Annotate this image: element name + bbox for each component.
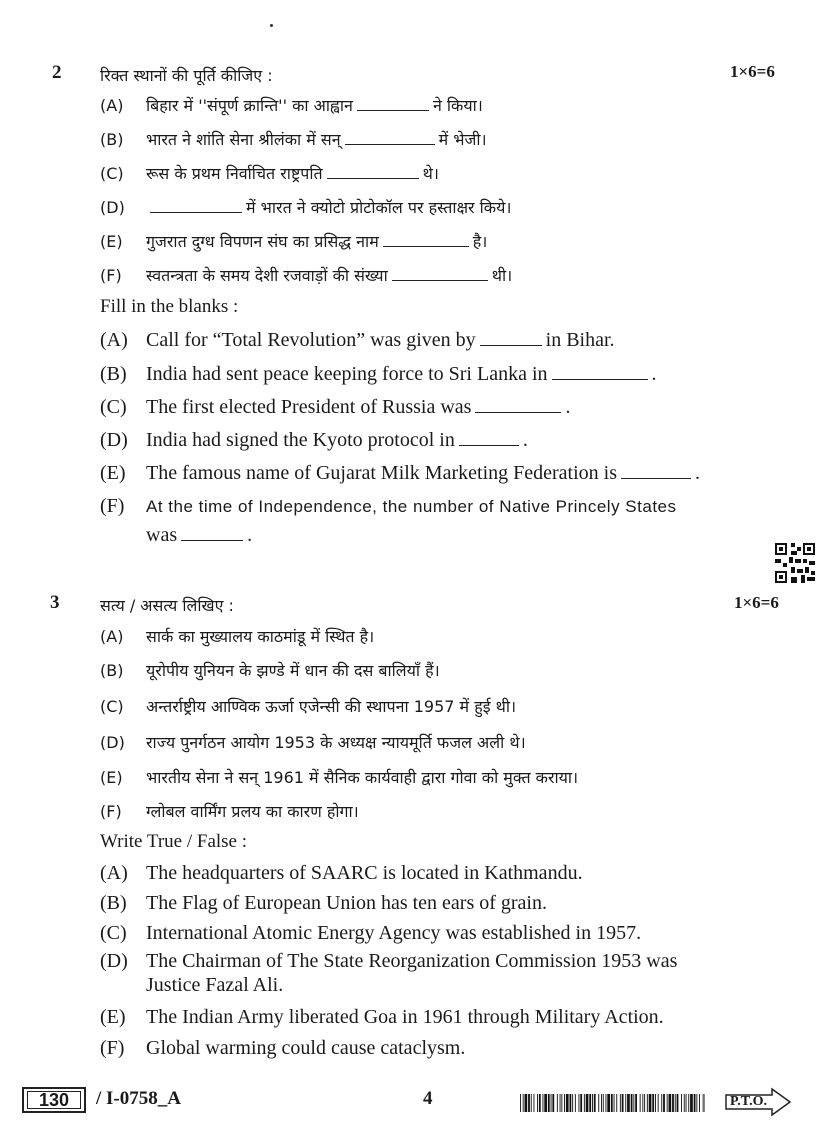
pto-badge <box>724 1087 792 1117</box>
q3-english-item-d <box>100 949 677 973</box>
q2-english-item-c <box>100 395 570 419</box>
item-label: (C) <box>100 922 127 944</box>
item-label: (C) <box>100 396 127 418</box>
question-2-hindi-heading: रिक्त स्थानों की पूर्ति कीजिए : <box>100 66 273 85</box>
item-text: The Chairman of The State Reorganization Commission 1953 was <box>146 950 678 972</box>
barcode-bar <box>669 1094 672 1112</box>
item-label: (A) <box>100 862 128 884</box>
item-text: रूस के प्रथम निर्वाचित राष्ट्रपति <box>146 164 323 183</box>
page-number: 4 <box>423 1088 433 1109</box>
item-text: थे। <box>422 164 439 183</box>
item-text: Justice Fazal Ali. <box>146 974 284 996</box>
item-label: (E) <box>100 462 126 484</box>
q2-english-item-a <box>100 328 615 352</box>
barcode-bar <box>589 1094 591 1112</box>
item-text: सार्क का मुख्यालय काठमांडू में स्थित है। <box>146 627 375 646</box>
item-text: India had sent peace keeping force to Sri Lanka in <box>146 363 548 385</box>
barcode-bar <box>633 1094 634 1112</box>
q3-english-item-f <box>100 1036 465 1060</box>
q3-english-item-c <box>100 921 641 945</box>
item-text: . <box>565 396 571 418</box>
item-text: ने किया। <box>432 96 483 115</box>
item-label: (E) <box>100 768 123 787</box>
qr-code-icon <box>775 543 815 583</box>
blank-line <box>552 365 648 380</box>
q2-hindi-item-a <box>100 94 483 118</box>
item-text: . <box>247 524 253 546</box>
barcode-bar <box>667 1094 668 1112</box>
item-text: was <box>146 524 178 546</box>
barcode-bar <box>551 1094 552 1112</box>
barcode-bar <box>686 1094 687 1112</box>
q3-hindi-item-f <box>100 800 359 824</box>
item-label: (C) <box>100 164 124 183</box>
blank-line <box>327 164 419 179</box>
item-label: (E) <box>100 232 123 251</box>
item-text: The Flag of European Union has ten ears of grain. <box>146 892 547 914</box>
barcode-bar <box>572 1094 573 1112</box>
q3-hindi-item-c <box>100 695 516 719</box>
barcode-bar <box>580 1094 582 1112</box>
barcode-bar <box>601 1094 602 1112</box>
q2-english-item-b <box>100 362 657 386</box>
barcode-bar <box>594 1094 596 1112</box>
item-label: (B) <box>100 363 127 385</box>
q2-english-item-e <box>100 461 700 485</box>
q2-english-item-f <box>100 494 677 519</box>
item-label: (D) <box>100 950 128 972</box>
barcode-bar <box>688 1094 689 1112</box>
item-text: Global warming could cause cataclysm. <box>146 1037 466 1059</box>
blank-line <box>459 431 519 446</box>
barcode-bar <box>672 1094 674 1112</box>
item-label: (B) <box>100 130 124 149</box>
item-text: अन्तर्राष्ट्रीय आण्विक ऊर्जा एजेन्सी की स्थापना 1957 में हुई थी। <box>146 697 517 716</box>
barcode-bar <box>531 1094 532 1112</box>
item-label: (D) <box>100 733 125 752</box>
question-3-number: 3 <box>50 592 60 613</box>
q3-hindi-item-d <box>100 731 526 755</box>
barcode-bar <box>663 1094 665 1112</box>
question-2-number: 2 <box>52 62 62 83</box>
barcode-bar <box>658 1094 659 1112</box>
barcode-bar <box>655 1094 656 1112</box>
item-text: भारत ने शांति सेना श्रीलंका में सन् <box>146 130 341 149</box>
item-text: में भेजी। <box>438 130 487 149</box>
q3-english-item-a <box>100 861 583 885</box>
barcode-bar <box>523 1094 524 1112</box>
barcode-bar <box>598 1094 599 1112</box>
barcode-bar <box>684 1094 685 1112</box>
item-label: (F) <box>100 495 125 517</box>
barcode-bar <box>620 1094 621 1112</box>
barcode-bar <box>614 1094 615 1112</box>
barcode-bar <box>705 1094 706 1112</box>
item-text: India had signed the Kyoto protocol in <box>146 429 455 451</box>
question-3-marks: 1×6=6 <box>734 593 779 612</box>
blank-line <box>475 398 561 413</box>
blank-line <box>357 96 429 111</box>
barcode-bar <box>696 1094 697 1112</box>
barcode-bar <box>690 1094 693 1112</box>
q3-hindi-item-a <box>100 625 374 649</box>
item-label: (A) <box>100 329 128 351</box>
barcode-bar <box>552 1094 554 1112</box>
item-text: in Bihar. <box>545 329 615 351</box>
question-2-marks: 1×6=6 <box>730 62 775 81</box>
item-text: है। <box>472 232 488 251</box>
item-text: थी। <box>491 266 513 285</box>
item-label: (A) <box>100 96 124 115</box>
item-label: (E) <box>100 1006 126 1028</box>
blank-line <box>181 526 243 541</box>
barcode-bar <box>625 1094 626 1112</box>
item-text: . <box>695 462 700 484</box>
barcode-bar <box>570 1094 572 1112</box>
item-text: Call for “Total Revolution” was given by <box>146 329 476 351</box>
barcode-bar <box>528 1094 530 1112</box>
barcode-bar <box>611 1094 613 1112</box>
barcode-bar <box>681 1094 682 1112</box>
item-text: . <box>651 363 657 385</box>
blank-line <box>621 464 691 479</box>
barcode-bar <box>607 1094 610 1112</box>
barcode-bar <box>561 1094 562 1112</box>
barcode-bar <box>560 1094 561 1112</box>
item-label: (A) <box>100 627 124 646</box>
barcode-bar <box>622 1094 624 1112</box>
barcode-bar <box>661 1094 662 1112</box>
barcode-bar <box>592 1094 593 1112</box>
barcode-bar <box>635 1094 637 1112</box>
barcode-bar <box>564 1094 565 1112</box>
barcode-bar <box>543 1094 544 1112</box>
item-text: गुजरात दुग्ध विपणन संघ का प्रसिद्ध नाम <box>146 232 379 251</box>
q3-hindi-item-b <box>100 659 440 683</box>
q2-hindi-item-f <box>100 264 512 288</box>
blank-line <box>150 198 242 213</box>
item-text: भारतीय सेना ने सन् 1961 में सैनिक कार्यवाही द्वारा गोवा को मुक्त कराया। <box>146 768 579 787</box>
blank-line <box>383 232 469 247</box>
barcode-bar <box>649 1094 652 1112</box>
barcode-bar <box>537 1094 538 1112</box>
item-text: राज्य पुनर्गठन आयोग 1953 के अध्यक्ष न्यायमूर्ति फजल अली थे। <box>146 733 526 752</box>
barcode-bar <box>520 1094 521 1112</box>
item-text: The famous name of Gujarat Milk Marketing Federation is <box>146 462 617 484</box>
barcode-bar <box>699 1094 700 1112</box>
q3-english-item-b <box>100 891 547 915</box>
item-label: (D) <box>100 198 125 217</box>
stray-dot <box>270 24 273 27</box>
q3-english-item-e <box>100 1005 664 1029</box>
paper-number: 130 <box>27 1091 81 1109</box>
blank-line <box>392 266 488 281</box>
item-text: At the time of Independence, the number of Native Princely States <box>146 497 677 516</box>
pto-text: P.T.O. <box>730 1094 767 1109</box>
barcode-bar <box>548 1094 550 1112</box>
barcode-bar <box>606 1094 607 1112</box>
item-text: ग्लोबल वार्मिंग प्रलय का कारण होगा। <box>146 802 359 821</box>
barcode-bar <box>694 1094 696 1112</box>
item-label: (F) <box>100 802 122 821</box>
paper-number-box <box>22 1087 86 1113</box>
q3-english-item-d-continued <box>146 973 283 997</box>
barcode-bar <box>703 1094 704 1112</box>
barcode-bar <box>642 1094 643 1112</box>
item-label: (C) <box>100 697 124 716</box>
item-text: बिहार में ''संपूर्ण क्रान्ति'' का आह्वान <box>146 96 353 115</box>
barcode-bar <box>575 1094 576 1112</box>
item-text: International Atomic Energy Agency was established in 1957. <box>146 922 642 944</box>
paper-code: / I-0758_A <box>96 1088 181 1109</box>
barcode-bar <box>539 1094 541 1112</box>
q3-hindi-item-e <box>100 766 578 790</box>
item-text: The headquarters of SAARC is located in Kathmandu. <box>146 862 583 884</box>
barcode-bar <box>644 1094 645 1112</box>
barcode-bar <box>534 1094 535 1112</box>
q2-english-item-d <box>100 428 528 452</box>
item-text: The Indian Army liberated Goa in 1961 through Military Action. <box>146 1006 664 1028</box>
barcode-bar <box>652 1094 654 1112</box>
q2-hindi-item-d <box>100 196 511 220</box>
barcode-bar <box>603 1094 604 1112</box>
barcode-bar <box>640 1094 641 1112</box>
item-text: यूरोपीय युनियन के झण्डे में धान की दस बालियाँ हैं। <box>146 661 440 680</box>
barcode-bar <box>647 1094 648 1112</box>
barcode-bar <box>586 1094 589 1112</box>
q2-hindi-item-b <box>100 128 487 152</box>
barcode-bar <box>584 1094 585 1112</box>
question-3-hindi-heading: सत्य / असत्य लिखिए : <box>100 596 234 615</box>
item-label: (D) <box>100 429 128 451</box>
barcode-bar <box>579 1094 580 1112</box>
barcode-bar <box>616 1094 617 1112</box>
q2-english-item-f-continued <box>146 523 252 547</box>
item-label: (B) <box>100 661 124 680</box>
blank-line <box>480 331 542 346</box>
barcode-bar <box>525 1094 528 1112</box>
blank-line <box>345 130 435 145</box>
question-2-english-heading: Fill in the blanks : <box>100 296 239 317</box>
barcode-bar <box>544 1094 547 1112</box>
barcode-icon <box>520 1094 705 1112</box>
barcode-bar <box>566 1094 569 1112</box>
item-label: (F) <box>100 1037 125 1059</box>
item-label: (B) <box>100 892 127 914</box>
item-text: में भारत ने क्योटो प्रोटोकॉल पर हस्ताक्षर किये। <box>246 198 512 217</box>
barcode-bar <box>675 1094 676 1112</box>
question-3-english-heading: Write True / False : <box>100 831 248 852</box>
barcode-bar <box>557 1094 558 1112</box>
barcode-bar <box>677 1094 679 1112</box>
item-text: . <box>522 429 528 451</box>
item-label: (F) <box>100 266 122 285</box>
item-text: स्वतन्त्रता के समय देशी रजवाड़ों की संख्या <box>146 266 388 285</box>
q2-hindi-item-e <box>100 230 487 254</box>
barcode-bar <box>627 1094 630 1112</box>
barcode-bar <box>631 1094 633 1112</box>
item-text: The first elected President of Russia was <box>146 396 472 418</box>
q2-hindi-item-c <box>100 162 439 186</box>
